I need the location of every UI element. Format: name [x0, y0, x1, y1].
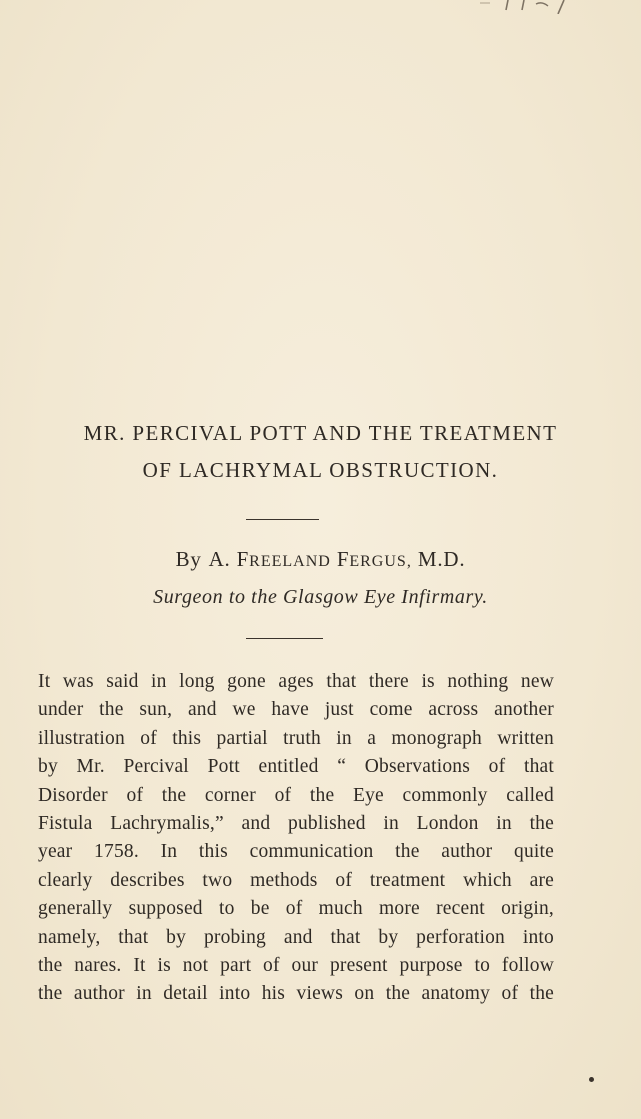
body-line: Fistula Lachrymalis,” and published in London in the: [38, 813, 554, 834]
body-line: generally supposed to be of much more recent origin,: [38, 898, 554, 920]
author-affiliation: Surgeon to the Glasgow Eye Infirmary.: [153, 586, 488, 608]
article-title-line-2: OF LACHRYMAL OBSTRUCTION.: [142, 458, 499, 482]
divider-rule-1: [246, 519, 319, 520]
ink-marks-top: [478, 0, 568, 14]
byline-last-cap: F: [336, 547, 350, 571]
body-line: by Mr. Percival Pott entitled “ Observations of that: [38, 756, 554, 778]
body-line: the nares. It is not part of our present purpose to follow: [38, 955, 554, 976]
article-title-line-1: MR. PERCIVAL POTT AND THE TREATMENT: [83, 421, 558, 445]
divider-rule-2: [246, 638, 323, 639]
author-byline: [0, 545, 641, 576]
body-line: clearly describes two methods of treatment which are: [38, 869, 554, 891]
byline-degree: M.D.: [417, 547, 466, 571]
byline-first-rest: REELAND: [249, 553, 331, 570]
byline-first-cap: F: [236, 547, 250, 571]
body-line: namely, that by probing and that by perforation into: [38, 926, 554, 948]
byline-by: By: [175, 547, 202, 571]
body-line: illustration of this partial truth in a monograph written: [38, 727, 554, 749]
byline-initial: A.: [208, 547, 231, 571]
body-line: the author in detail into his views on the anatomy of the: [38, 983, 554, 1005]
body-line: year 1758. In this communication the author quite: [38, 841, 554, 863]
byline-last-rest: ERGUS,: [349, 553, 412, 570]
body-line: under the sun, and we have just come across another: [38, 699, 554, 721]
body-line: It was said in long gone ages that there is nothing new: [38, 671, 554, 692]
ink-speck: [589, 1077, 594, 1082]
body-line: Disorder of the corner of the Eye commonly called: [38, 784, 554, 806]
